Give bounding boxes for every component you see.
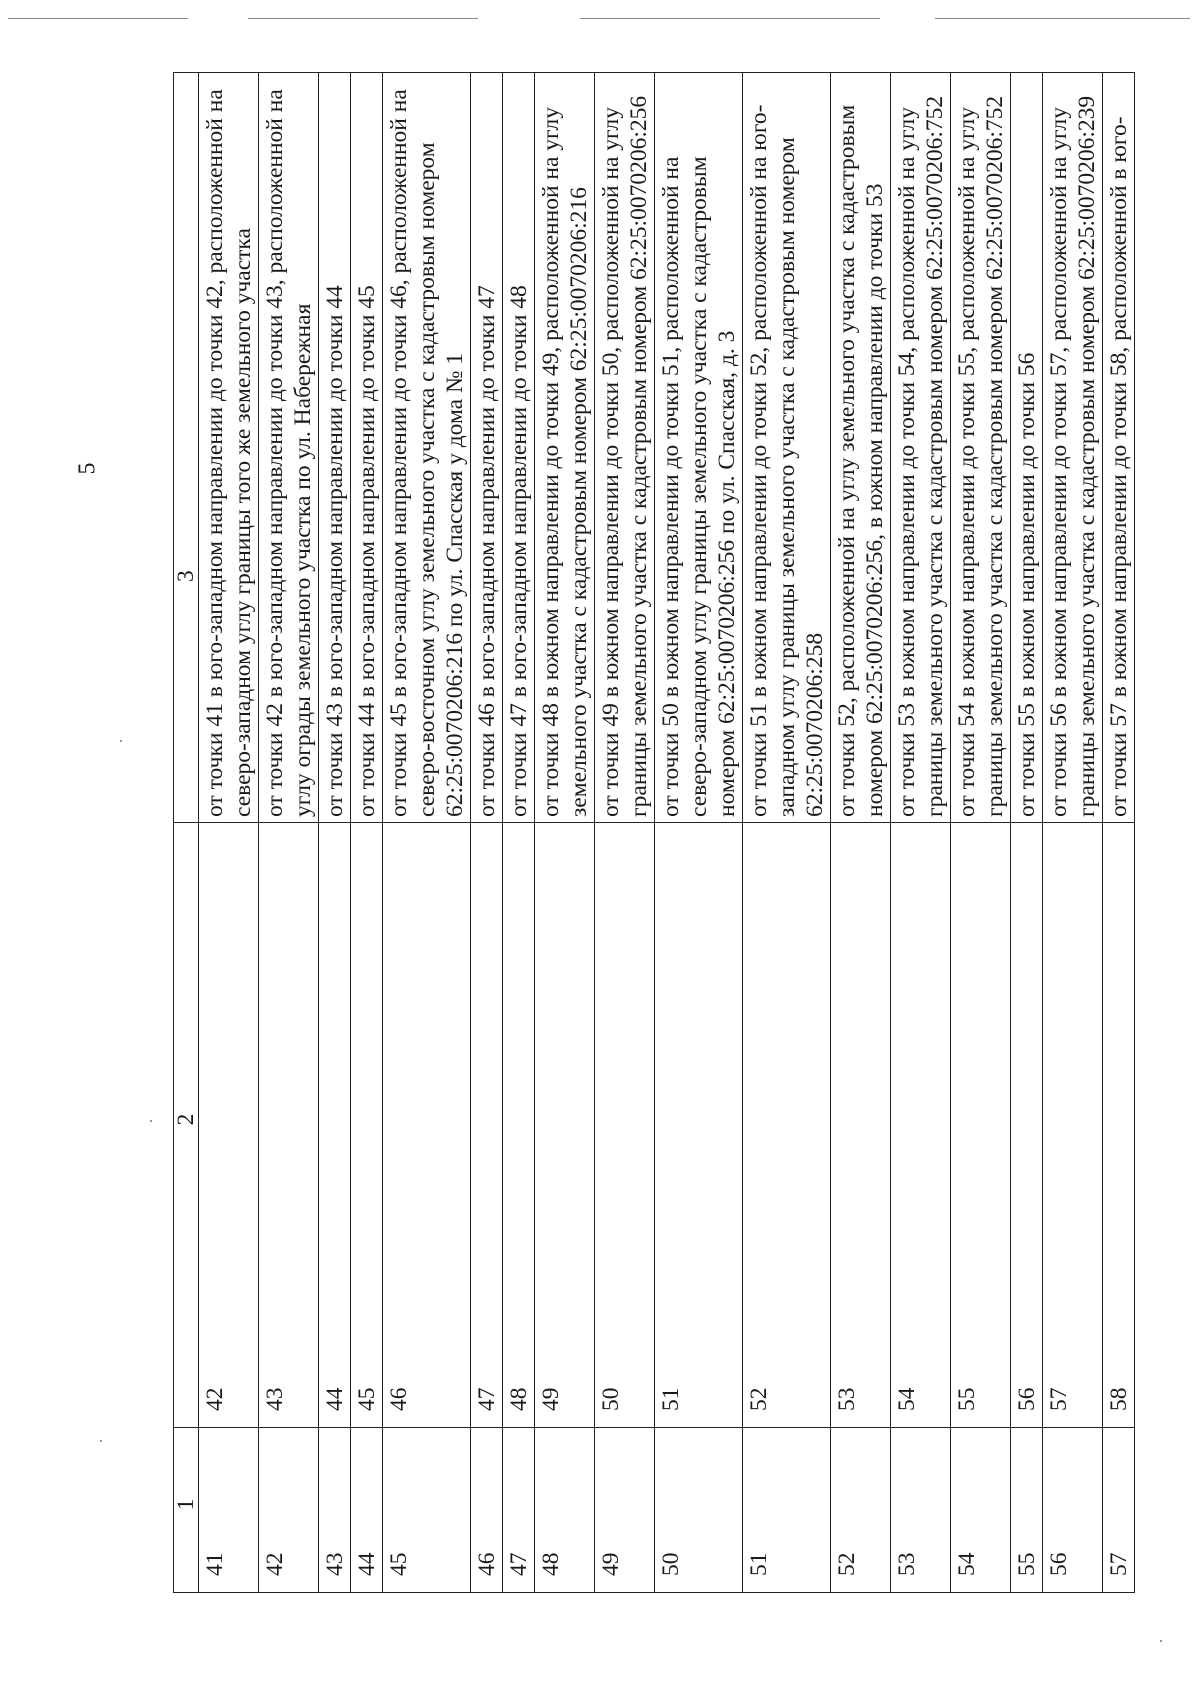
column-header: 1	[174, 1428, 199, 1593]
column-header: 3	[174, 73, 199, 823]
point-to-cell: 47	[471, 823, 503, 1428]
point-from-cell: 46	[471, 1428, 503, 1593]
point-from-cell: 51	[743, 1428, 831, 1593]
table-row	[951, 73, 1011, 1593]
point-from-cell: 50	[655, 1428, 743, 1593]
description-cell: от точки 41 в юго-западном направлении до точки 42, расположенной на северо-западном углу границы того же земельного участка	[199, 73, 259, 823]
description-cell: от точки 50 в южном направлении до точки 51, расположенной на северо-западном углу границы земельного участка с кадастровым номером 62:25:0070206:256 по ул. Спасская, д. 3	[655, 73, 743, 823]
point-to-cell: 48	[503, 823, 535, 1428]
description-cell: от точки 56 в южном направлении до точки 57, расположенной на углу границы земельного участка с кадастровым номером 62:25:0070206:239	[1043, 73, 1103, 823]
table-row	[199, 73, 259, 1593]
scan-edge-line	[248, 18, 478, 19]
point-from-cell: 44	[351, 1428, 383, 1593]
description-cell: от точки 42 в юго-западном направлении до точки 43, расположенной на углу ограды земельного участка по ул. Набережная	[259, 73, 319, 823]
scan-speck	[100, 1440, 102, 1442]
point-to-cell: 42	[199, 823, 259, 1428]
description-cell: от точки 43 в юго-западном направлении до точки 44	[319, 73, 351, 823]
scan-speck	[120, 740, 122, 742]
description-cell: от точки 52, расположенной на углу земельного участка с кадастровым номером 62:25:0070206:256, в южном направлении до точки 53	[831, 73, 891, 823]
description-cell: от точки 51 в южном направлении до точки 52, расположенной на юго-западном углу границы земельного участка с кадастровым номером 62:25:0070206:258	[743, 73, 831, 823]
description-cell: от точки 55 в южном направлении до точки 56	[1011, 73, 1043, 823]
table-row	[1011, 73, 1043, 1593]
table-row	[1103, 73, 1135, 1593]
rotated-table-region	[173, 73, 1132, 1593]
scan-edge-line	[580, 18, 880, 19]
point-to-cell: 50	[595, 823, 655, 1428]
table-row	[891, 73, 951, 1593]
scan-speck	[1160, 1640, 1162, 1642]
point-from-cell: 53	[891, 1428, 951, 1593]
point-to-cell: 57	[1043, 823, 1103, 1428]
table-row	[1043, 73, 1103, 1593]
point-to-cell: 43	[259, 823, 319, 1428]
table-row	[535, 73, 595, 1593]
description-cell: от точки 44 в юго-западном направлении до точки 45	[351, 73, 383, 823]
table-row	[351, 73, 383, 1593]
point-from-cell: 49	[595, 1428, 655, 1593]
point-from-cell: 41	[199, 1428, 259, 1593]
table-row	[595, 73, 655, 1593]
table-row	[503, 73, 535, 1593]
table-row	[471, 73, 503, 1593]
point-from-cell: 42	[259, 1428, 319, 1593]
boundary-points-table	[173, 72, 1135, 1593]
point-to-cell: 58	[1103, 823, 1135, 1428]
scan-speck	[150, 1120, 152, 1122]
column-header: 2	[174, 823, 199, 1428]
table-row	[259, 73, 319, 1593]
description-cell: от точки 54 в южном направлении до точки 55, расположенной на углу границы земельного участка с кадастровым номером 62:25:0070206:752	[951, 73, 1011, 823]
point-from-cell: 47	[503, 1428, 535, 1593]
point-to-cell: 44	[319, 823, 351, 1428]
point-from-cell: 55	[1011, 1428, 1043, 1593]
scan-edge-line	[935, 18, 1190, 19]
page-number: 5	[74, 462, 101, 475]
description-cell: от точки 53 в южном направлении до точки 54, расположенной на углу границы земельного участка с кадастровым номером 62:25:0070206:752	[891, 73, 951, 823]
table-row	[319, 73, 351, 1593]
point-from-cell: 52	[831, 1428, 891, 1593]
description-cell: от точки 46 в юго-западном направлении до точки 47	[471, 73, 503, 823]
point-to-cell: 55	[951, 823, 1011, 1428]
point-to-cell: 56	[1011, 823, 1043, 1428]
description-cell: от точки 45 в юго-западном направлении до точки 46, расположенной на северо-восточном углу земельного участка с кадастровым номером 62:25:0070206:216 по ул. Спасская у дома № 1	[383, 73, 471, 823]
description-cell: от точки 57 в южном направлении до точки 58, расположенной в юго-	[1103, 73, 1135, 823]
point-from-cell: 43	[319, 1428, 351, 1593]
point-to-cell: 46	[383, 823, 471, 1428]
description-cell: от точки 48 в южном направлении до точки 49, расположенной на углу земельного участка с кадастровым номером 62:25:0070206:216	[535, 73, 595, 823]
table-row	[383, 73, 471, 1593]
point-from-cell: 57	[1103, 1428, 1135, 1593]
description-cell: от точки 49 в южном направлении до точки 50, расположенной на углу границы земельного участка с кадастровым номером 62:25:0070206:256	[595, 73, 655, 823]
point-to-cell: 53	[831, 823, 891, 1428]
scan-edge-line	[8, 18, 188, 19]
point-to-cell: 54	[891, 823, 951, 1428]
point-from-cell: 45	[383, 1428, 471, 1593]
description-cell: от точки 47 в юго-западном направлении до точки 48	[503, 73, 535, 823]
point-to-cell: 49	[535, 823, 595, 1428]
point-to-cell: 52	[743, 823, 831, 1428]
point-from-cell: 54	[951, 1428, 1011, 1593]
table-row	[831, 73, 891, 1593]
point-to-cell: 45	[351, 823, 383, 1428]
table-row	[743, 73, 831, 1593]
table-row	[655, 73, 743, 1593]
point-from-cell: 56	[1043, 1428, 1103, 1593]
point-from-cell: 48	[535, 1428, 595, 1593]
table-header-row	[174, 73, 199, 1593]
point-to-cell: 51	[655, 823, 743, 1428]
